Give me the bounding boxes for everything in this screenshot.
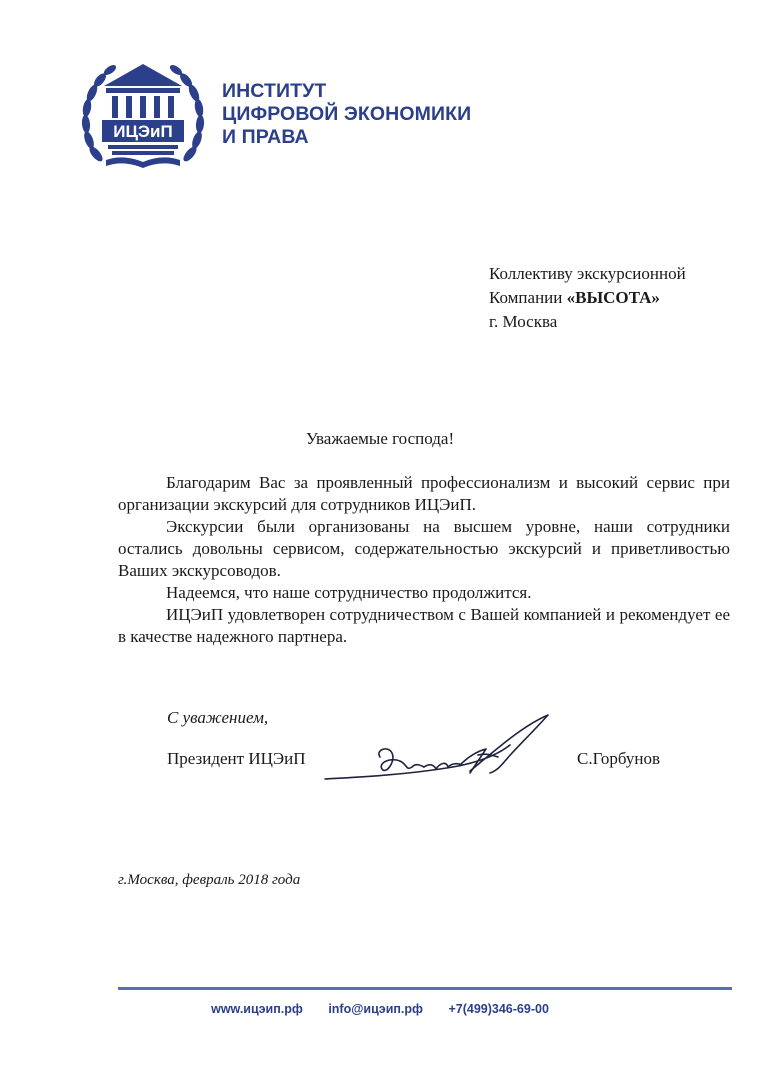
institute-name-line-3: И ПРАВА xyxy=(222,126,309,148)
signer-name: С.Горбунов xyxy=(577,749,661,768)
institute-name xyxy=(222,80,471,149)
recipient-line-1: Коллективу экскурсионной xyxy=(489,264,686,283)
footer-phone: +7(499)346-69-00 xyxy=(448,1002,549,1016)
institute-name-line-2: ЦИФРОВОЙ ЭКОНОМИКИ xyxy=(222,103,472,125)
closing-regards: С уважением, xyxy=(167,708,269,727)
institute-logo-icon xyxy=(78,52,208,180)
body-paragraph-1: Благодарим Вас за проявленный профессионализм и высокий сервис при организации экскурсий для сотрудников ИЦЭиП. xyxy=(118,473,730,514)
footer-divider xyxy=(118,987,732,990)
footer-email-link[interactable]: info@ицэип.рф xyxy=(328,1002,423,1016)
institute-name-line-1: ИНСТИТУТ xyxy=(222,80,327,102)
recipient-company-prefix: Компании xyxy=(489,288,567,307)
signer-title: Президент ИЦЭиП xyxy=(167,749,306,768)
place-and-date: г.Москва, февраль 2018 года xyxy=(118,872,301,888)
body-paragraph-3: Надеемся, что наше сотрудничество продолжится. xyxy=(166,583,532,602)
recipient-line-2 xyxy=(489,286,686,310)
recipient-city: г. Москва xyxy=(489,312,558,331)
handwritten-signature-icon xyxy=(320,705,550,795)
recipient-company-name: «ВЫСОТА» xyxy=(566,288,660,307)
recipient-block xyxy=(489,262,686,334)
salutation: Уважаемые господа! xyxy=(305,429,455,448)
body-paragraph-4: ИЦЭиП удовлетворен сотрудничеством с Вашей компанией и рекомендует ее в качестве надежного партнера. xyxy=(118,605,730,646)
logo-text: ИЦЭиП xyxy=(113,122,173,141)
footer-contacts xyxy=(0,1002,760,1016)
letter-body xyxy=(118,472,730,648)
footer-website-link[interactable]: www.ицэип.рф xyxy=(211,1002,303,1016)
body-paragraph-2: Экскурсии были организованы на высшем уровне, наши сотрудники остались довольны сервисом, содержательностью экскурсий и приветливостью Ваших экскурсоводов. xyxy=(118,517,730,580)
